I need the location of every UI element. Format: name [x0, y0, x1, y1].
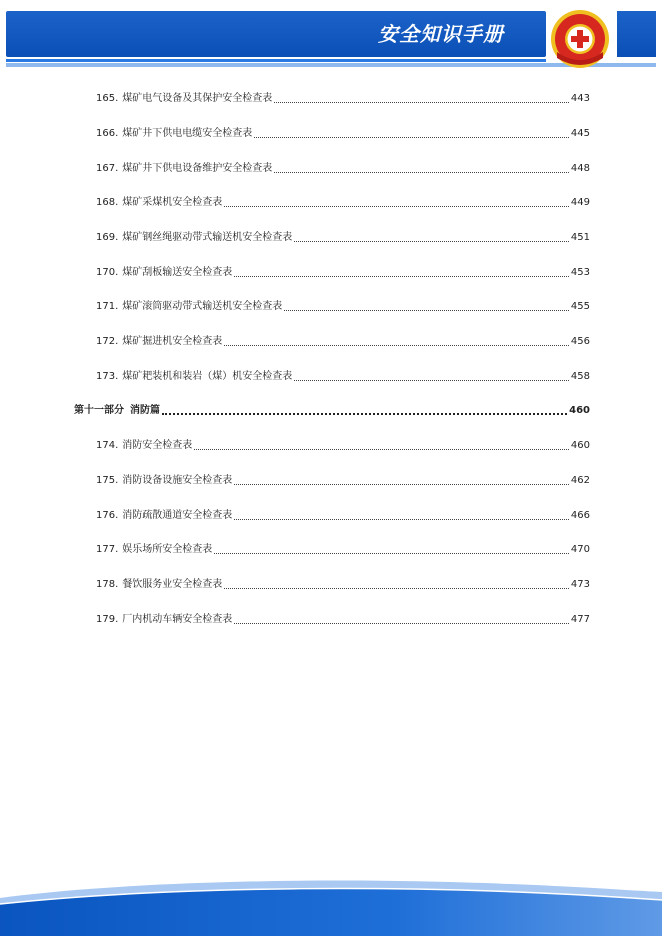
toc-entry-page: 466: [570, 510, 590, 521]
toc-dot-leader: [224, 206, 569, 207]
toc-dot-leader: [214, 553, 569, 554]
toc-entry-title: 煤矿采煤机安全检查表: [122, 197, 223, 208]
toc-entry-number: 176.: [96, 510, 119, 521]
toc-entry[interactable]: [96, 368, 590, 384]
toc-entry-page: 456: [570, 336, 590, 347]
toc-dot-leader: [294, 380, 569, 381]
toc-part-heading[interactable]: [74, 402, 590, 418]
toc-entry-number: 166.: [96, 128, 119, 139]
toc-entry-number: 175.: [96, 475, 119, 486]
toc-entry-number: 177.: [96, 544, 119, 555]
toc-entry-page: 462: [570, 475, 590, 486]
toc-entry[interactable]: [96, 333, 590, 349]
toc-dot-leader: [274, 172, 569, 173]
toc-dot-leader: [234, 519, 569, 520]
toc-entry-number: 167.: [96, 163, 119, 174]
toc-entry-page: 443: [570, 93, 590, 104]
toc-entry-title: 消防疏散通道安全检查表: [122, 510, 233, 521]
toc-part-page: 460: [569, 405, 590, 416]
toc-dot-leader: [254, 137, 569, 138]
toc-entry-page: 448: [570, 163, 590, 174]
toc-dot-leader: [294, 241, 569, 242]
footer-wave-decoration: [0, 868, 662, 936]
toc-entry[interactable]: [96, 298, 590, 314]
toc-dot-leader: [224, 588, 569, 589]
toc-entry-page: 458: [570, 371, 590, 382]
toc-entry-title: 娱乐场所安全检查表: [122, 544, 213, 555]
toc-entry-page: 455: [570, 301, 590, 312]
toc-entry[interactable]: [96, 229, 590, 245]
toc-entry-page: 449: [570, 197, 590, 208]
header-corner-block: [617, 11, 656, 57]
toc-entry-number: 179.: [96, 614, 119, 625]
toc-dot-leader: [234, 484, 569, 485]
toc-dot-leader: [162, 413, 567, 415]
toc-entry-number: 168.: [96, 197, 119, 208]
toc-entry[interactable]: [96, 611, 590, 627]
toc-entry-title: 煤矿刮板输送安全检查表: [122, 267, 233, 278]
toc-entry-number: 173.: [96, 371, 119, 382]
toc-dot-leader: [224, 345, 569, 346]
toc-entry-number: 165.: [96, 93, 119, 104]
toc-entry-number: 174.: [96, 440, 119, 451]
toc-entry-page: 460: [570, 440, 590, 451]
toc-entry-page: 445: [570, 128, 590, 139]
toc-entry-number: 170.: [96, 267, 119, 278]
toc-dot-leader: [194, 449, 569, 450]
toc-entry-title: 煤矿耙装机和装岩（煤）机安全检查表: [122, 371, 293, 382]
toc-dot-leader: [274, 102, 569, 103]
toc-entry-title: 煤矿电气设备及其保护安全检查表: [122, 93, 273, 104]
toc-entry-page: 477: [570, 614, 590, 625]
toc-entry-title: 煤矿掘进机安全检查表: [122, 336, 223, 347]
toc-dot-leader: [284, 310, 569, 311]
toc-entry[interactable]: [96, 541, 590, 557]
toc-entry-page: 470: [570, 544, 590, 555]
toc-entry[interactable]: [96, 160, 590, 176]
toc-entry[interactable]: [96, 507, 590, 523]
toc-dot-leader: [234, 276, 569, 277]
toc-entry[interactable]: [96, 125, 590, 141]
toc-entry-title: 餐饮服务业安全检查表: [122, 579, 223, 590]
toc-entry-number: 169.: [96, 232, 119, 243]
page-title: 安全知识手册: [378, 22, 504, 46]
toc-entry[interactable]: [96, 576, 590, 592]
toc-entry-page: 453: [570, 267, 590, 278]
toc-dot-leader: [234, 623, 569, 624]
toc-entry-number: 178.: [96, 579, 119, 590]
toc-entry-title: 煤矿井下供电电缆安全检查表: [122, 128, 253, 139]
toc-entry-title: 煤矿井下供电设备维护安全检查表: [122, 163, 273, 174]
toc-entry[interactable]: [96, 90, 590, 106]
toc-entry[interactable]: [96, 472, 590, 488]
toc-entry-number: 171.: [96, 301, 119, 312]
toc-entry-title: 消防设备设施安全检查表: [122, 475, 233, 486]
toc-entry-title: 消防安全检查表: [122, 440, 193, 451]
header-rule: [6, 59, 546, 62]
toc-entry-title: 厂内机动车辆安全检查表: [122, 614, 233, 625]
toc-entry-title: 煤矿滚筒驱动带式输送机安全检查表: [122, 301, 283, 312]
toc-entry[interactable]: [96, 437, 590, 453]
toc-part-title: 消防篇: [130, 405, 160, 416]
toc-entry-page: 451: [570, 232, 590, 243]
toc-entry-title: 煤矿钢丝绳驱动带式输送机安全检查表: [122, 232, 293, 243]
toc-entry[interactable]: [96, 194, 590, 210]
toc-part-number: 第十一部分: [74, 405, 124, 416]
toc-entry[interactable]: [96, 264, 590, 280]
toc-entry-page: 473: [570, 579, 590, 590]
safety-emblem-icon: [549, 8, 611, 70]
toc-entry-number: 172.: [96, 336, 119, 347]
